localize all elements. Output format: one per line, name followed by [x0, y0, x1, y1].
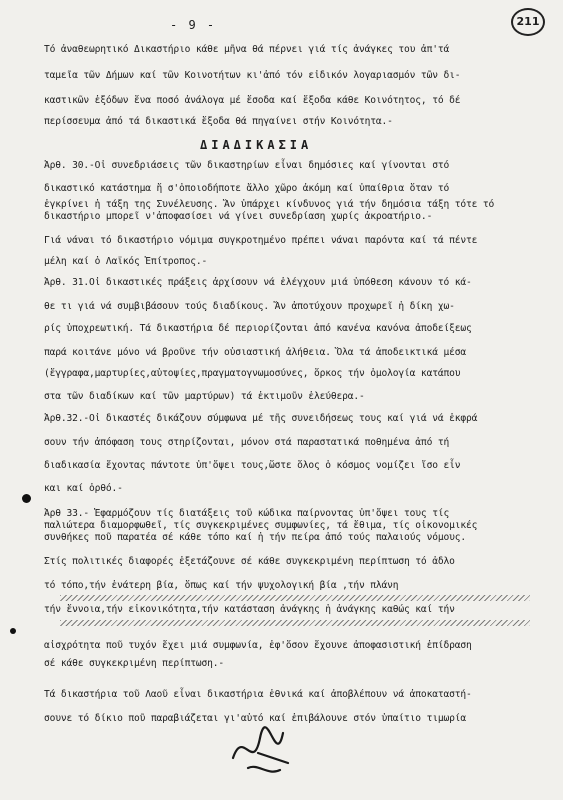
- text-line: περίσσευμα ἀπό τά δικαστικά ἔξοδα θά πηγαίνει στήν Κοινότητα.-: [44, 116, 393, 127]
- text-line: δικαστικό κατάστημα ἤ σ'ὁποιοδήποτε ἄλλο χῶρο ἀκόμη καί ὑπαίθρια ὅταν τό: [44, 183, 450, 194]
- text-line: διαδικασία ἔχοντας πάντοτε ὑπ'ὄψει τους,ὥστε ὅλος ὁ κόσμος νομίζει ἴσο εἶν: [44, 460, 461, 471]
- page-number: - 9 -: [170, 18, 217, 32]
- text-line: σέ κάθε συγκεκριμένη περίπτωση.-: [44, 658, 225, 669]
- section-heading: ΔΙΑΔΙΚΑΣΙΑ: [200, 138, 313, 152]
- text-line: τήν ἔννοια,τήν εἰκονικότητα,τήν κατάσταση ἀνάγκης ἡ ἀνάγκης καθώς καί τήν: [44, 604, 455, 615]
- punch-hole-mark: [22, 494, 31, 503]
- text-line: δικαστήριο μπορεῖ ν'ἀποφασίσει νά γίνει συνεδρίαση χωρίς ἀκροατήριο.-: [44, 211, 433, 222]
- text-line: ρίς ὑποχρεωτική. Τά δικαστήρια δέ περιορίζονται ἀπό κανένα κανόνα ἀποδείξεως: [44, 323, 472, 334]
- text-line: συνθήκες ποῦ παρατέα σέ κάθε τόπο καί ἡ τήν πείρα ἀπό τούς παλαιούς νόμους.: [44, 532, 466, 543]
- text-line: παλιώτερα διαμορφωθεῖ, τίς συγκεκριμένες συμφωνίες, τά ἔθιμα, τίς οἰκονομικές: [44, 520, 478, 531]
- text-line: Στίς πολιτικές διαφορές ἐξετάζουνε σέ κάθε συγκεκριμένη περίπτωση τό ἀδλο: [44, 556, 455, 567]
- handwritten-signature: [228, 718, 298, 778]
- text-line: Ἀρθ. 30.-Οἱ συνεδριάσεις τῶν δικαστηρίων εἶναι δημόσιες καί γίνονται στό: [44, 160, 450, 171]
- text-line: Τό ἀναθεωρητικό Δικαστήριο κάθε μῆνα θά πέρνει γιά τίς ἀνάγκες του ἀπ'τά: [44, 44, 450, 55]
- text-line: θε τι γιά νά συμβιβάσουν τούς διαδίκους. Ἄν ἀποτύχουν προχωρεῖ ἡ δίκη χω-: [44, 301, 455, 312]
- text-line: Ἀρθ 33.- Ἐφαρμόζουν τίς διατάξεις τοῦ κώδικα παίρνοντας ὑπ'ὄψει τους τίς: [44, 508, 450, 519]
- text-line: Ἀρθ.32.-Οἱ δικαστές δικάζουν σύμφωνα μέ τῆς συνειδήσεως τους καί γιά νά ἐκφρά: [44, 413, 478, 424]
- punch-hole-mark: [10, 628, 16, 634]
- text-line: Ἀρθ. 31.Οἱ δικαστικές πράξεις ἀρχίσουν νά ἐλέγχουν μιά ὑπόθεση κάνουν τό κά-: [44, 277, 472, 288]
- text-line: σουν τήν ἀπόφαση τους στηρίζονται, μόνον στά παραστατικά ποθημένα ἀπό τή: [44, 437, 450, 448]
- text-line: ταμεῖα τῶν Δήμων καί τῶν Κοινοτήτων κι'ἀπό τόν εἰδικόν λογαριασμόν τῶν δι-: [44, 70, 461, 81]
- text-line: στα τῶν διαδίκων καί τῶν μαρτύρων) τά ἐκτιμοῦν ἐλεύθερα.-: [44, 391, 365, 402]
- text-line: και καί ὀρθό.-: [44, 483, 123, 494]
- text-line: μέλη καί ὁ Λαϊκός Ἐπίτροπος.-: [44, 256, 208, 267]
- text-line: Γιά νάναι τό δικαστήριο νόμιμα συγκροτημένο πρέπει νάναι παρόντα καί τά πέντε: [44, 235, 478, 246]
- text-line: αἰσχρότητα ποῦ τυχόν ἔχει μιά συμφωνία, ἐφ'ὅσον ἔχουνε ἀποφασιστική ἐπίδραση: [44, 640, 472, 651]
- text-line: Τά δικαστήρια τοῦ Λαοῦ εἶναι δικαστήρια ἐθνικά καί ἀποβλέπουν νά ἀποκαταστή-: [44, 689, 472, 700]
- text-line: σουνε τό δίκιο ποῦ παραβιάζεται γι'αὐτό καί ἐπιβάλουνε στόν ὑπαίτιο τιμωρία: [44, 713, 466, 724]
- text-line: παρά κοιτάνε μόνο νά βροῦνε τήν οὐσιαστική ἀλήθεια. Ὅλα τά ἀποδεικτικά μέσα: [44, 347, 466, 358]
- text-line: (ἔγγραφα,μαρτυρίες,αὐτοψίες,πραγματογνωμοσύνες, ὅρκος τήν ὁμολογία κατάπου: [44, 368, 461, 379]
- handwritten-underline: [60, 595, 530, 601]
- page-stamp: 211: [511, 8, 545, 36]
- text-line: ἐγκρίνει ἡ τάξη της Συνέλευσης. Ἄν ὑπάρχει κίνδυνος γιά τήν δημόσια τάξη τότε τό: [44, 199, 495, 210]
- text-line: καστικῶν ἐξόδων ἕνα ποσό ἀνάλογα μέ ἔσοδα καί ἔξοδα κάθε Κοινότητος, τό δέ: [44, 95, 461, 106]
- handwritten-underline: [60, 620, 530, 626]
- text-line: τό τόπο,τήν ἐνάτερη βία, ὅπως καί τήν ψυχολογική βία ,τήν πλάνη: [44, 580, 399, 591]
